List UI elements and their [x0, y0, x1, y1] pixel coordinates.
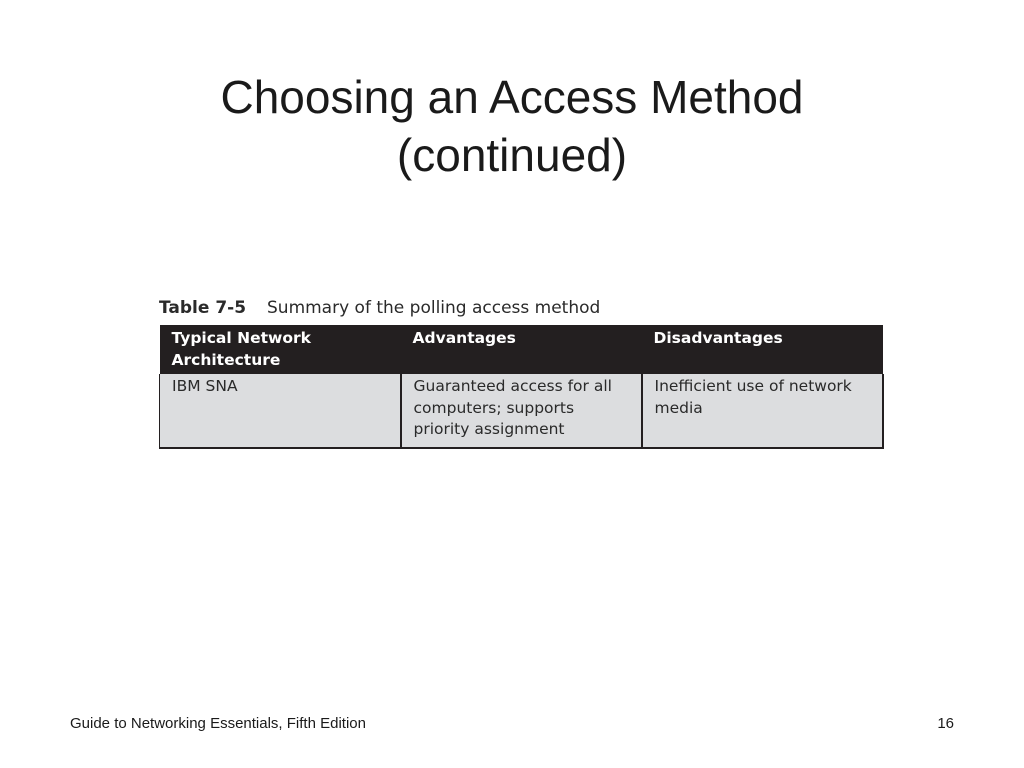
table-header-row — [160, 325, 883, 374]
footer-book-title: Guide to Networking Essentials, Fifth Edition — [70, 715, 366, 732]
table-caption-number: Table 7-5 — [159, 298, 247, 318]
slide-title — [0, 68, 1024, 184]
table-caption-text: Summary of the polling access method — [267, 298, 601, 318]
cell-disadvantages: Inefficient use of network media — [642, 374, 883, 448]
table-caption — [159, 297, 882, 319]
column-header-disadvantages: Disadvantages — [642, 325, 883, 374]
slide-title-line-1: Choosing an Access Method — [220, 71, 804, 123]
column-header-advantages: Advantages — [401, 325, 642, 374]
column-header-architecture: Typical Network Architecture — [160, 325, 401, 374]
slide-title-line-2: (continued) — [396, 129, 628, 181]
table-row — [160, 374, 883, 448]
footer-page-number: 16 — [937, 715, 954, 732]
cell-advantages: Guaranteed access for all computers; supports priority assignment — [401, 374, 642, 448]
cell-architecture: IBM SNA — [160, 374, 401, 448]
polling-summary-table — [159, 325, 884, 449]
table-figure — [159, 297, 882, 449]
